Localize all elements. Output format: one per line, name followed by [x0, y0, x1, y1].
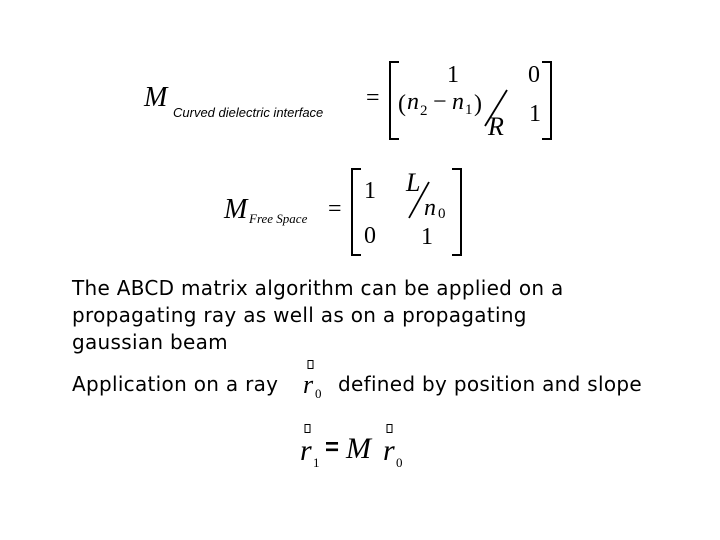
matrix-entry-d-free: 1	[421, 224, 433, 250]
minus-sign: −	[433, 89, 447, 115]
vector-r1-subscript: 1	[313, 455, 320, 470]
vector-r0-subscript: 0	[315, 386, 322, 401]
matrix-entry-a-free: 1	[364, 178, 376, 204]
subscript-curved-dielectric-interface: Curved dielectric interface	[173, 105, 324, 120]
paragraph-line-1: The ABCD matrix algorithm can be applied on a	[72, 276, 564, 300]
matrix-entry-b: 0	[528, 62, 540, 88]
matrix-symbol-m-ray: M	[346, 432, 371, 465]
equals-sign-ray: =	[325, 434, 340, 461]
n-symbol-second: n	[452, 89, 464, 115]
right-bracket	[542, 61, 552, 140]
equals-sign-free: =	[328, 196, 342, 222]
vector-r0-symbol: r	[303, 370, 314, 399]
matrix-entry-c-free: 0	[364, 223, 376, 249]
paragraph-line-3: gaussian beam	[72, 330, 228, 354]
subscript-one: 1	[465, 102, 473, 118]
length-l: L	[406, 168, 421, 197]
paren-open: (	[398, 91, 406, 117]
left-bracket-free	[351, 168, 361, 256]
vector-r0-symbol-eq: r	[383, 434, 395, 467]
n-symbol-free: n	[424, 195, 436, 221]
right-bracket-free	[452, 168, 462, 256]
matrix-entry-a: 1	[447, 62, 459, 88]
matrix-symbol-m-free: M	[224, 194, 248, 225]
vector-r0-subscript-eq: 0	[396, 455, 403, 470]
paren-close: )	[474, 91, 482, 117]
application-lead: Application on a ray	[72, 372, 279, 396]
subscript-two: 2	[420, 103, 428, 119]
vector-r1-symbol: r	[300, 434, 312, 467]
equals-sign: =	[366, 85, 380, 111]
matrix-symbol-m: M	[144, 82, 168, 113]
n-symbol: n	[407, 89, 419, 115]
radius-r: R	[488, 112, 504, 141]
paragraph-line-2: propagating ray as well as on a propagating	[72, 303, 527, 327]
subscript-free-space: Free Space	[249, 211, 308, 226]
subscript-zero-free: 0	[438, 206, 446, 222]
application-tail: defined by position and slope	[338, 372, 642, 396]
matrix-entry-d: 1	[529, 101, 541, 127]
